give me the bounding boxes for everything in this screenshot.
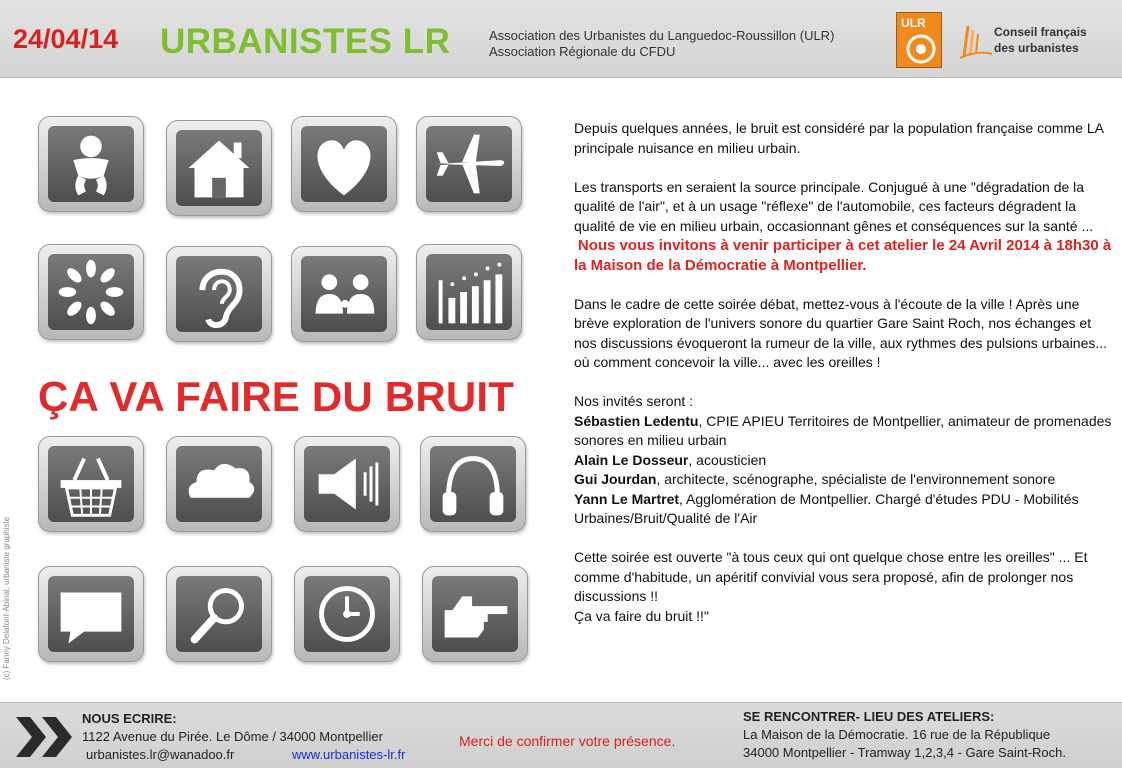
loading-spinner-icon <box>39 245 143 339</box>
ear-icon <box>167 247 271 341</box>
guest-item <box>574 490 1114 529</box>
baby-icon <box>39 117 143 211</box>
contact-label: NOUS ECRIRE: <box>82 711 177 726</box>
brand-title: URBANISTES LR <box>160 22 451 61</box>
tile-speaker <box>294 436 400 532</box>
headphones-icon <box>421 437 525 531</box>
guest-role: , CPIE APIEU Territoires de Montpellier, animateur de promenades sonores en milieu urbain <box>574 412 1112 448</box>
guest-name: Yann Le Martret <box>574 490 680 507</box>
association-line-2: Association Régionale du CFDU <box>489 44 676 59</box>
tile-cloud <box>166 436 272 532</box>
footer-bar <box>0 702 1122 768</box>
website-link[interactable]: www.urbanistes-lr.fr <box>292 747 406 762</box>
article-body <box>574 119 1114 626</box>
article-paragraph-2-text: Les transports en seraient la source principale. Conjugué à une "dégradation de la qualité de l'air", et à un usage "réflexe" de l'automobile, ces facteurs dégradent la qualité de vie en milieu urbain, occasionnant gênes et conséquences sur la santé ... <box>574 178 1094 234</box>
cfdu-line-2: des urbanistes <box>994 41 1079 55</box>
tile-basket <box>38 436 144 532</box>
people-icon <box>292 247 396 341</box>
shopping-basket-icon <box>39 437 143 531</box>
tile-airplane <box>416 116 522 212</box>
tile-clock <box>294 566 400 662</box>
article-paragraph-1: Depuis quelques années, le bruit est considéré par la population française comme LA principale nuisance en milieu urbain. <box>574 120 1104 156</box>
guest-role: , Agglomération de Montpellier. Chargé d'études PDU - Mobilités Urbaines/Bruit/Qualité de l'Air <box>574 490 1079 526</box>
poster-title: ÇA VA FAIRE DU BRUIT <box>38 373 515 420</box>
event-date: 24/04/14 <box>13 24 119 54</box>
article-paragraph-2 <box>574 178 1114 276</box>
header-bar <box>0 0 1122 78</box>
tile-ear <box>166 246 272 342</box>
association-info <box>489 28 834 60</box>
magnifier-icon <box>167 567 271 661</box>
cloud-icon <box>167 437 271 531</box>
tile-headphones <box>420 436 526 532</box>
speech-bubble-icon <box>39 567 143 661</box>
tile-heart <box>291 116 397 212</box>
tile-baby <box>38 116 144 212</box>
tile-loading <box>38 244 144 340</box>
house-icon <box>167 121 271 215</box>
bar-chart-icon <box>417 245 521 339</box>
heart-icon <box>292 117 396 211</box>
tile-house <box>166 120 272 216</box>
contact-email[interactable]: urbanistes.lr@wanadoo.fr <box>86 747 235 762</box>
tile-chart <box>416 244 522 340</box>
venue-label: SE RENCONTRER- LIEU DES ATELIERS: <box>743 709 995 724</box>
guest-role: , acousticien <box>688 451 767 468</box>
speaker-icon <box>295 437 399 531</box>
tile-speech <box>38 566 144 662</box>
ulr-logo <box>896 12 942 68</box>
tile-hand <box>422 566 528 662</box>
cfdu-line-1: Conseil français <box>994 25 1087 39</box>
clock-icon <box>295 567 399 661</box>
tile-people <box>291 246 397 342</box>
guest-name: Gui Jourdan <box>574 471 657 487</box>
ulr-logo-text: ULR <box>901 16 926 30</box>
association-line-1: Association des Urbanistes du Languedoc-Roussillon (ULR) <box>489 28 835 43</box>
pointing-hand-icon <box>423 567 527 661</box>
guest-name: Sébastien Ledentu <box>574 412 699 429</box>
guest-role: , architecte, scénographe, spécialiste de l'environnement sonore <box>656 471 1056 487</box>
double-chevron-icon <box>14 715 76 759</box>
article-paragraph-3: Dans le cadre de cette soirée débat, mettez-vous à l'écoute de la ville ! Après une brève exploration de l'univers sonore du quartier Gare Saint Roch, nos échanges et nos discussions évoqueront la rumeur de la ville, aux rythmes des pulsions urbaines... où comment concevoir la ville... avec les oreilles ! <box>574 295 1108 370</box>
guest-item <box>574 412 1114 451</box>
guests-intro: Nos invités seront : <box>574 393 694 409</box>
guest-item <box>574 470 1114 490</box>
postal-address: 1122 Avenue du Pirée. Le Dôme / 34000 Montpellier <box>82 729 383 744</box>
guest-list <box>574 392 1114 529</box>
venue-line-1: La Maison de la Démocratie. 16 rue de la République <box>743 727 1051 742</box>
graphic-credit: (c) Fanny Delafont-Abinal, urbaniste graphiste <box>2 516 11 680</box>
article-paragraph-4: Cette soirée est ouverte "à tous ceux qui ont quelque chose entre les oreilles" ... Et comme d'habitude, un apéritif convivial vous sera proposé, afin de prolonger nos discussions !! <box>574 549 1088 604</box>
confirm-message: Merci de confirmer votre présence. <box>459 733 676 749</box>
article-closing: Ça va faire du bruit !!" <box>574 607 709 624</box>
venue-line-2: 34000 Montpellier - Tramway 1,2,3,4 - Gare Saint-Roch. <box>743 745 1066 760</box>
guest-name: Alain Le Dosseur <box>574 451 689 468</box>
tile-magnifier <box>166 566 272 662</box>
guest-item <box>574 451 1114 471</box>
airplane-icon <box>417 117 521 211</box>
cfdu-name <box>994 24 1087 56</box>
invitation-highlight: Nous vous invitons à venir participer à cet atelier le 24 Avril 2014 à 18h30 à la Maison de la Démocratie à Montpellier. <box>574 237 1112 274</box>
